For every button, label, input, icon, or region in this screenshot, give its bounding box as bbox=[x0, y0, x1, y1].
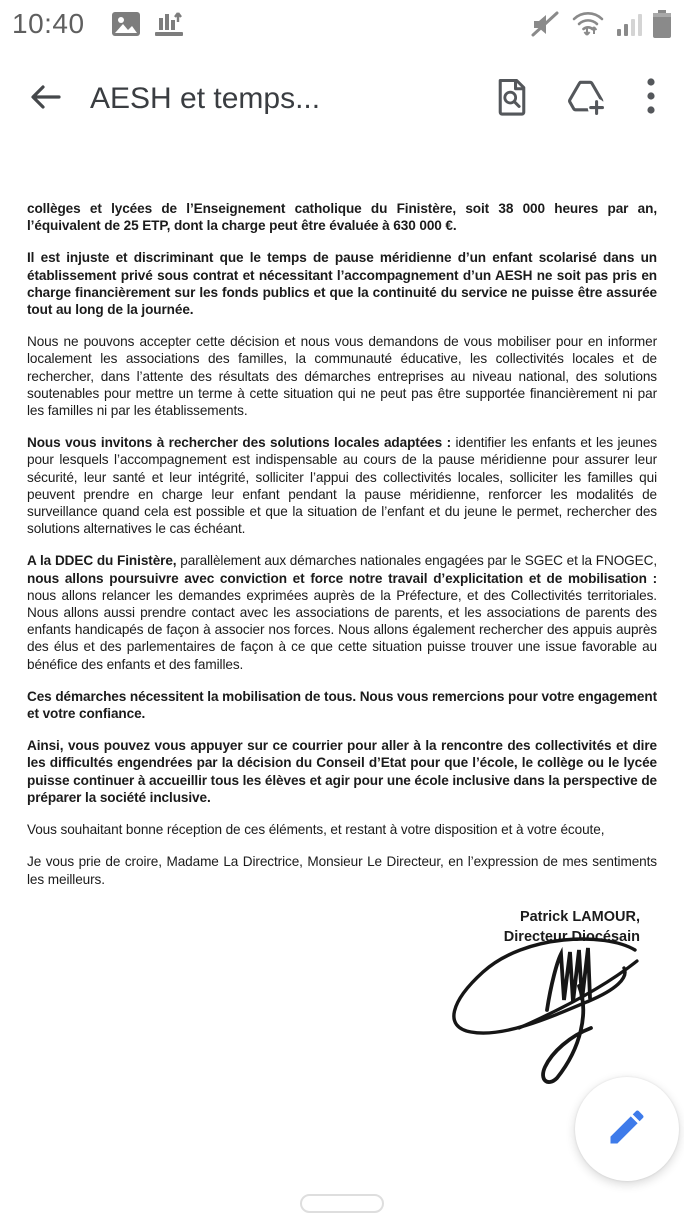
overflow-menu-icon bbox=[646, 77, 656, 122]
home-gesture-pill[interactable] bbox=[300, 1194, 384, 1213]
back-arrow-icon bbox=[28, 79, 64, 120]
back-button[interactable] bbox=[24, 77, 68, 121]
app-bar bbox=[0, 48, 684, 150]
sound-muted-icon bbox=[530, 10, 560, 38]
gallery-notification-icon bbox=[111, 11, 141, 37]
document-paragraph: Ainsi, vous pouvez vous appuyer sur ce courrier pour aller à la rencontre des collectivités et dire les difficultés engendrées par la décision du Conseil d’Etat pour que l’école, le collège ou le lycée puisse continuer à accueillir tous les élèves et agir pour une école inclusive dans la perspective de préparer la société inclusive. bbox=[27, 738, 657, 805]
document-paragraph: Nous ne pouvons accepter cette décision et nous vous demandons de vous mobiliser pour en informer localement les associations des familles, la communauté éducative, les collectivités locales et de rechercher, dans l’attente des résultats des démarches entreprises au niveau national, des solutions soutenables pour mettre un terme à cette situation qui ne peut pas être supportée financièrement ni par les familles ni par les établissements. bbox=[27, 334, 657, 419]
add-to-drive-icon bbox=[566, 78, 606, 121]
clock: 10:40 bbox=[12, 8, 85, 39]
document-paragraph: Il est injuste et discriminant que le temps de pause méridienne d’un enfant scolarisé dans un établissement privé sous contrat et nécessitant l’accompagnement d’un AESH ne soit pas pris en charge financièrement sur les fonds publics et que la continuité du service ne puisse être assurée tout au long de la journée. bbox=[27, 250, 657, 318]
status-bar-right bbox=[530, 9, 672, 39]
data-usage-notification-icon bbox=[153, 10, 185, 38]
signature-block bbox=[27, 907, 657, 947]
document-title: AESH et temps... bbox=[90, 82, 321, 115]
find-in-document-icon bbox=[494, 77, 530, 122]
status-bar bbox=[0, 0, 684, 48]
overflow-menu-button[interactable] bbox=[640, 79, 662, 119]
find-in-document-button[interactable] bbox=[492, 79, 532, 119]
handwritten-signature bbox=[427, 928, 645, 1092]
document-paragraph: Vous souhaitant bonne réception de ces éléments, et restant à votre disposition et à votre écoute, bbox=[27, 822, 605, 838]
edit-fab[interactable] bbox=[575, 1077, 679, 1181]
document-paragraph: A la DDEC du Finistère, parallèlement aux démarches nationales engagées par le SGEC et la FNOGEC, nous allons poursuivre avec conviction et force notre travail d’explicitation et de mobilisation : nous allons relancer les demandes exprimées auprès de la Préfecture, et des Collectivités territoriales. Nous allons aussi prendre contact avec les associations de parents, et les associations de parents des enfants handicapés de façon à associer nos forces. Nous allons également rechercher des appuis auprès des élus et des parlementaires de façon à ce que cette situation puisse trouver une issue favorable au bénéfice des enfants et des familles. bbox=[27, 553, 658, 672]
document-paragraph: Nous vous invitons à rechercher des solutions locales adaptées : identifier les enfants et les jeunes pour lesquels l’accompagnement est indispensable au cours de la pause méridienne pour assurer leur sécurité, leur santé et leur intégrité, solliciter l’appui des collectivités locales, solliciter les familles qui peuvent prendre en charge leur enfant pendant la pause méridienne, renforcer les modalités de surveillance quand cela est possible et que la situation de l’enfant et du jeune le permet, rechercher des solutions alternatives le cas échéant. bbox=[27, 435, 657, 537]
signatory-name: Patrick LAMOUR, bbox=[519, 908, 640, 925]
battery-icon bbox=[652, 9, 672, 39]
document-page[interactable] bbox=[0, 150, 684, 1216]
letter-body bbox=[27, 200, 657, 888]
document-paragraph: collèges et lycées de l’Enseignement catholique du Finistère, soit 38 000 heures par an, l’équivalent de 25 ETP, dont la charge peut être évaluée à 630 000 €. bbox=[27, 201, 657, 234]
cell-signal-icon bbox=[616, 10, 642, 38]
status-bar-left bbox=[12, 8, 530, 40]
document-paragraph: Je vous prie de croire, Madame La Directrice, Monsieur Le Directeur, en l’expression de mes sentiments les meilleurs. bbox=[27, 854, 657, 887]
document-paragraph: Ces démarches nécessitent la mobilisation de tous. Nous vous remercions pour votre engagement et votre confiance. bbox=[27, 688, 657, 722]
app-bar-actions bbox=[492, 79, 662, 119]
signatory-title: Directeur Diocésain bbox=[503, 928, 640, 945]
add-to-drive-button[interactable] bbox=[566, 79, 606, 119]
edit-pencil-icon bbox=[605, 1105, 649, 1154]
wifi-data-transfer-icon bbox=[570, 9, 606, 39]
